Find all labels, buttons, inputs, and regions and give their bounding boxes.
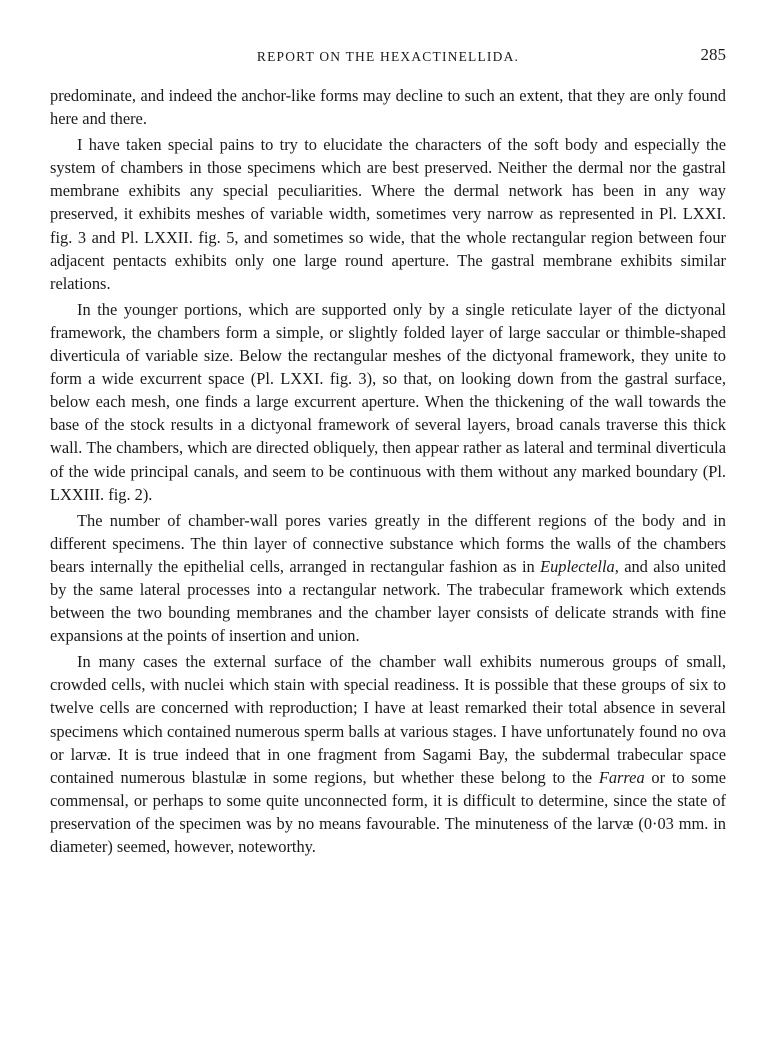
paragraph-4-text-b: and also united by the same lateral processes into a rectangular network. The trabecular framework which extends between the two bounding membranes and the chamber layer consists of delicate strands with fine expansions at the points of insertion and union. [50,556,726,646]
paragraph-5-text-a: In many cases the external surface of the chamber wall exhibits numerous groups of small, crowded cells, with nuclei which stain with special readiness. It is possible that these groups of six to twelve cells are concerned with reproduction; I have at least remarked their total absence in several specimens which contained numerous sperm balls at various stages. I have unfortunately found no ova or larvæ. It is true indeed that in one fragment from Sagami Bay, the subdermal trabecular space contained numerous blastulæ in some regions, but whether these belong to the [50,652,726,787]
paragraph-4 [50,509,726,648]
page-header [50,44,726,70]
paragraph-3: In the younger portions, which are supported only by a single reticulate layer of the dictyonal framework, the chambers form a simple, or slightly folded layer of large saccular or thimble-shaped diverticula of variable size. Below the rectangular meshes of the dictyonal framework, they unite to form a wide excurrent space (Pl. LXXI. fig. 3), so that, on looking down from the gastral surface, below each mesh, one finds a large excurrent aperture. When the thickening of the wall towards the base of the stock results in a dictyonal framework of several layers, broad canals traverse this thick wall. The chambers, which are directed obliquely, then appear rather as lateral and terminal diverticula of the wide principal canals, and seem to be continuous with them without any marked boundary (Pl. LXXIII. fig. 2). [50,299,726,504]
page-number: 285 [700,45,726,64]
paragraph-2: I have taken special pains to try to elucidate the characters of the soft body and especially the system of chambers in those specimens which are best preserved. Neither the dermal nor the gastral membrane exhibits any special peculiarities. Where the dermal network has been in any way preserved, it exhibits meshes of variable width, sometimes very narrow as represented in Pl. LXXI. fig. 3 and Pl. LXXII. fig. 5, and sometimes so wide, that the whole rectangular region between four adjacent pentacts exhibits only one large round aperture. The gastral membrane exhibits similar relations. [50,135,726,293]
paragraph-4-text-a: The number of chamber-wall pores varies greatly in the different regions of the body and in different specimens. The thin layer of connective substance which forms the walls of the chambers bears internally the epithelial cells, arranged in rectangular fashion as in [50,510,726,576]
body-text [50,84,726,858]
paragraph-1: predominate, and indeed the anchor-like forms may decline to such an extent, that they are only found here and there. [50,86,726,129]
paragraph-5-text-b: or to some commensal, or perhaps to some quite unconnected form, it is difficult to determine, since the state of preservation of the specimen was by no means favourable. The minuteness of the larvæ (0·03 mm. in diameter) seemed, however, noteworthy. [50,767,726,856]
genus-name-euplectella: Euplectella, [540,556,619,576]
genus-name-farrea: Farrea [598,767,645,787]
running-title: REPORT ON THE HEXACTINELLIDA. [256,49,520,64]
paragraph-5 [50,650,726,858]
